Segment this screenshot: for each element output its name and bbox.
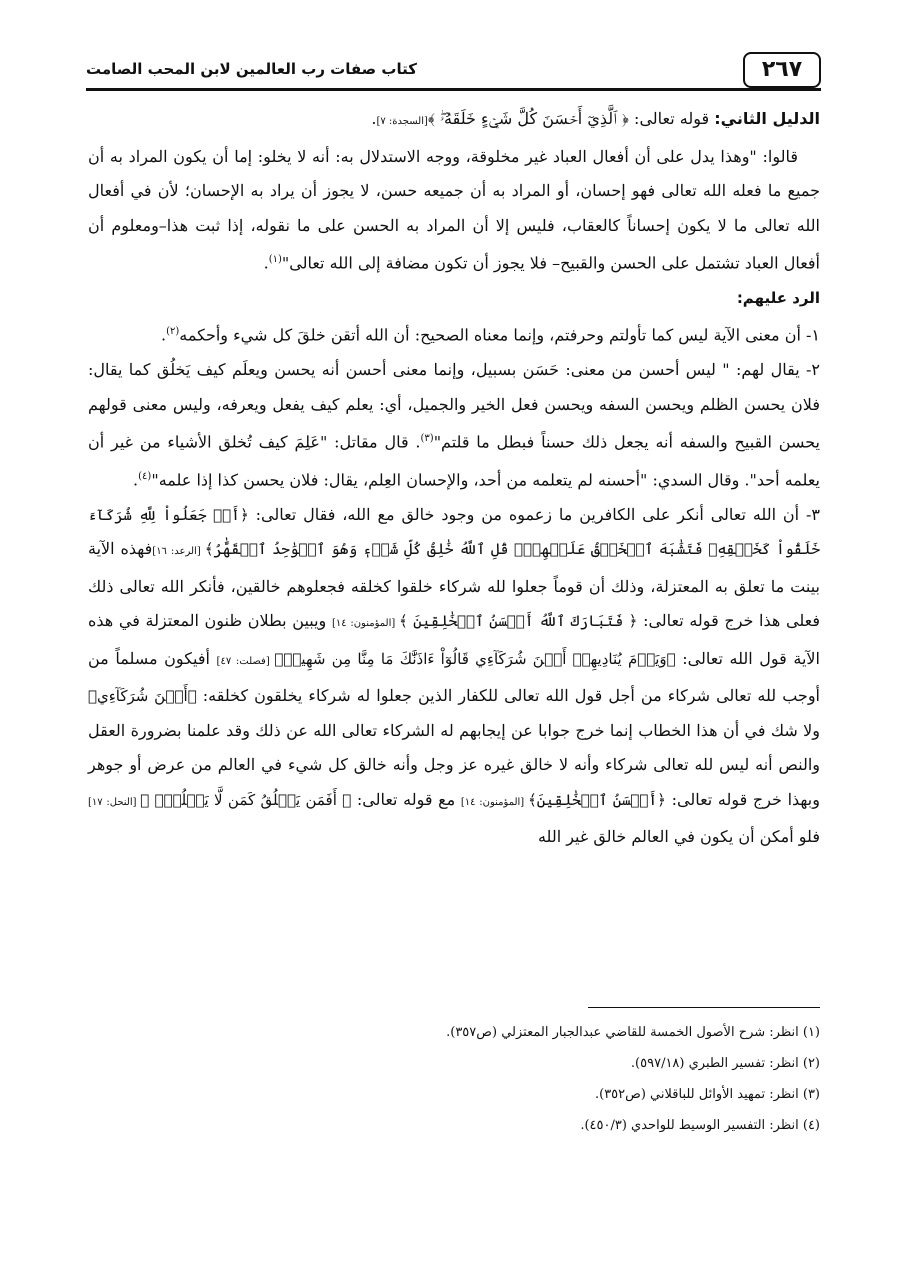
quran-citation: [فصلت: ٤٧] [216,655,275,667]
quran-citation: [النحل: ١٧] [88,796,141,808]
footnotes [88,1017,820,1141]
footnote-ref-3[interactable]: (٣) [420,433,434,445]
quran-verse: ﴿أَحۡسَنُ ٱلۡخَٰلِقِينَ﴾ [527,790,666,809]
footnote-item: (٤) انظر: التفسير الوسيط للواحدي (٤٥٠/٣). [580,1118,820,1133]
evidence-text: قوله تعالى: ﴿ ٱلَّذِيٓ أَحۡسَنَ كُلَّ شَيۡءٍ خَلَقَهُۥۖ ﴾ [427,109,715,128]
quran-citation: [المؤمنون: ١٤] [331,618,399,630]
reply-2-text-a: ٢- يقال لهم: " ليس أحسن من معنى: حَسَن بسبيل، وإنما معنى أحسن أنه يحسن ويعلَم كيف يَخلُق كما يقال: فلان يحسن الظلم ويحسن السفه ويحسن فعل الخير والجميل، أي: يعلم كيف يفعل ويعرفه، وليس معنى قولهم يحسن القبيح والسفه أنه يجعل ذلك حسناً فبطل ما قلتم" [88,360,820,452]
reply-3-text-b: فهذه الآية بينت ما تعلق به المعتزلة، وذلك أن قوماً جعلوا لله شركاء خلقوا كخلقه فجعلوهم خالقين، فأنكر الله تعالى ذلك فعلى هذا خرج قوله تعالى: [88,539,820,631]
quran-citation: [المؤمنون: ١٤] [460,796,528,808]
punctuation: . [371,109,377,128]
paragraph-reply-2 [88,353,820,498]
footnote-item: (١) انظر: شرح الأصول الخمسة للقاضي عبدالجبار المعتزلي (ص٣٥٧). [446,1025,820,1040]
quran-verse: ﴿أَمۡ جَعَلُواْ لِلَّهِ شُرَكَآءَ خَلَقُواْ كَخَلۡقِهِۦ فَتَشَٰبَهَ ٱلۡخَلۡقُ عَلَيۡهِمۡۚ قُلِ ٱللَّهُ خَٰلِقُ كُلِّ شَيۡءٖ وَهُوَ ٱلۡوَٰحِدُ ٱلۡقَهَّٰرُ﴾ [88,505,820,559]
page-body [88,102,820,855]
reply-3-text-e: ولا شك في أن هذا الخطاب إنما خرج جوابا عن إيجابهم له الشركاء تعالى الله عن ذلك وقد علمنا بضرورة العقل والنص أنه ليس لله تعالى شركاء وأنه لا خالق غيره عز وجل وأنه خالق كل شيء في العالم من عرض أو جوهر وبهذا خرج قوله تعالى: [88,720,820,809]
punctuation: . [133,470,139,490]
quran-verse: ﴿ أَفَمَن يَخۡلُقُ كَمَن لَّا يَخۡلُقُۚ ﴾ [140,790,352,809]
quran-citation: [الرعد: ١٦] [152,546,205,558]
argument-text: قالوا: "وهذا يدل على أن أفعال العباد غير مخلوقة، ووجه الاستدلال به: أنه لا يخلو: إما أن يكون المراد به أن جميع ما فعله الله تعالى فهو إحسان، أو المراد به أن جميعه حسن، لا يجوز أن يراد به الإحسان؛ لأن في أفعال الله تعالى ما لا يكون إحساناً كالعقاب، فليس إلا أن المراد به الحسن على ما نقوله، إذا ثبت هذا–ومعلوم أن أفعال العباد تشتمل على الحسن والقبيح– فلا يجوز أن تكون مضافة إلى الله تعالى" [88,146,820,273]
footnote-item: (٢) انظر: تفسير الطبري (٥٩٧/١٨). [630,1056,820,1071]
book-title: كتاب صفات رب العالمين لابن المحب الصامت [86,60,417,78]
page-number: ٢٦٧ [743,52,821,88]
reply-3-text-g: فلو أمكن أن يكون في العالم خالق غير الله [537,827,820,847]
quran-verse: ﴿وَيَوۡمَ يُنَادِيهِمۡ أَيۡنَ شُرَكَآءِي قَالُوٓاْ ءَاذَنَّٰكَ مَا مِنَّا مِن شَهِيدٖ﴾ [274,649,676,668]
paragraph-reply-3 [88,498,820,855]
reply-1-text: ١- أن معنى الآية ليس كما تأولتم وحرفتم، وإنما معناه الصحيح: أن الله أتقن خلقَ كل شيء وأحكمه [179,325,820,345]
header-rule [86,88,821,91]
footnote-ref-2[interactable]: (٢) [166,326,180,338]
footnote-ref-4[interactable]: (٤) [138,470,152,482]
paragraph-reply-1 [88,315,820,353]
punctuation: . [161,325,167,345]
footnote-ref-1[interactable]: (١) [268,254,282,265]
reply-3-text-a: ٣- أن الله تعالى أنكر على الكافرين ما زعموه من وجود خالق مع الله، فقال تعالى: [248,504,820,524]
reply-3-text-f: مع قوله تعالى: [351,789,461,809]
quran-verse: ﴿أَيۡنَ شُرَكَآءِي﴾ [88,687,197,706]
reply-3-text-c: ويبين بطلان ظنون المعتزلة في هذه الآية قول الله تعالى: [88,611,820,668]
page-header [86,52,821,92]
punctuation: . [263,253,269,273]
evidence-label: الدليل الثاني: [714,109,820,128]
section-heading: الرد عليهم: [736,288,820,307]
reply-3-text-d: أفيكون مسلماً من أوجب لله تعالى شركاء من أجل قول الله تعالى للكفار الذين جعلوا له شركاء يخلقون كخلقه: [88,648,820,706]
footnote-item: (٣) انظر: تمهيد الأوائل للباقلاني (ص٣٥٢). [594,1087,820,1102]
quran-citation: [السجدة: ٧] [376,116,428,127]
paragraph-evidence-two [88,102,820,140]
paragraph-argument [88,140,820,281]
quran-verse: ﴿ فَتَبَارَكَ ٱللَّهُ أَحۡسَنُ ٱلۡخَٰلِقِينَ ﴾ [399,612,638,631]
footnote-separator [588,1007,820,1008]
reply-2-text-b: . قال مقاتل: "عَلِمَ كيف تُخلق الأشياء من غير أن يعلمه أحد". وقال السدي: "أحسنه لم يتعلمه من أحد، والإحسان العِلم، يقال: فلان يحسن كذا إذا علمه" [88,432,820,490]
